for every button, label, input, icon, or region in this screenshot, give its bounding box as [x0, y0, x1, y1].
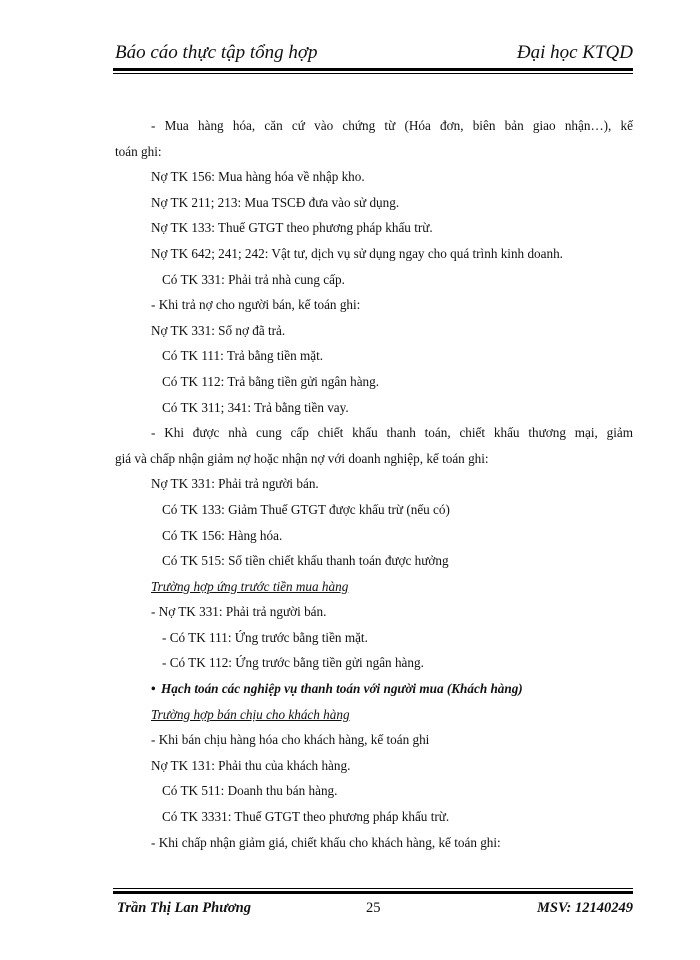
body-line-26: Nợ TK 131: Phải thu của khách hàng. [151, 757, 351, 773]
body-line-5: Nợ TK 133: Thuế GTGT theo phương pháp khấu trừ. [151, 220, 433, 236]
footer-rule-thin [113, 888, 633, 889]
page-body [115, 113, 633, 855]
header-university: Đại học KTQD [516, 42, 633, 63]
body-line-21: - Có TK 111: Ứng trước bằng tiền mặt. [162, 629, 368, 645]
header-rule-thick [113, 68, 633, 71]
body-line-22: - Có TK 112: Ứng trước bằng tiền gửi ngân hàng. [162, 655, 424, 671]
subheading-credit-sales: Trường hợp bán chịu cho khách hàng [151, 706, 350, 722]
body-line-11: Có TK 112: Trả bằng tiền gửi ngân hàng. [162, 373, 380, 389]
body-line-9: Nợ TK 331: Số nợ đã trả. [151, 322, 286, 338]
bullet-icon: • [151, 681, 156, 697]
body-line-12: Có TK 311; 341: Trả bằng tiền vay. [162, 399, 349, 415]
footer-author: Trần Thị Lan Phương [117, 900, 251, 916]
section-heading-text: Hạch toán các nghiệp vụ thanh toán với người mua (Khách hàng) [161, 681, 523, 697]
body-line-15: Nợ TK 331: Phải trả người bán. [151, 476, 319, 492]
body-line-6: Nợ TK 642; 241; 242: Vật tư, dịch vụ sử dụng ngay cho quá trình kinh doanh. [151, 245, 563, 261]
body-line-3: Nợ TK 156: Mua hàng hóa về nhập kho. [151, 169, 365, 185]
body-line-10: Có TK 111: Trả bằng tiền mặt. [162, 348, 324, 364]
body-line-25: - Khi bán chịu hàng hóa cho khách hàng, kế toán ghi [151, 732, 430, 748]
footer-page-number: 25 [366, 900, 381, 916]
body-line-4: Nợ TK 211; 213: Mua TSCĐ đưa vào sử dụng. [151, 194, 400, 210]
section-heading-buyer-accounting [115, 676, 633, 702]
body-line-29: - Khi chấp nhận giảm giá, chiết khấu cho khách hàng, kế toán ghi: [151, 834, 501, 850]
subheading-advance-payment: Trường hợp ứng trước tiền mua hàng [151, 578, 349, 594]
body-line-14: giá và chấp nhận giảm nợ hoặc nhận nợ với doanh nghiệp, kế toán ghi: [115, 450, 489, 466]
body-line-20: - Nợ TK 331: Phải trả người bán. [151, 604, 327, 620]
header-rule-thin [113, 73, 633, 74]
body-line-18: Có TK 515: Số tiền chiết khấu thanh toán được hưởng [162, 553, 449, 569]
body-line-27: Có TK 511: Doanh thu bán hàng. [162, 783, 338, 799]
header-report-title: Báo cáo thực tập tổng hợp [115, 42, 318, 63]
footer-rule-thick [113, 891, 633, 894]
body-line-8: - Khi trả nợ cho người bán, kế toán ghi: [151, 297, 361, 313]
body-line-2: toán ghi: [115, 143, 162, 159]
page-header [113, 38, 633, 68]
footer-student-id: MSV: 12140249 [536, 900, 633, 916]
body-line-1: - Mua hàng hóa, căn cứ vào chứng từ (Hóa đơn, biên bản giao nhận…), kế [151, 118, 633, 133]
body-line-17: Có TK 156: Hàng hóa. [162, 527, 283, 543]
body-line-28: Có TK 3331: Thuế GTGT theo phương pháp khấu trừ. [162, 809, 450, 825]
body-line-13: - Khi được nhà cung cấp chiết khấu thanh toán, chiết khấu thương mại, giảm [151, 425, 633, 441]
body-line-16: Có TK 133: Giảm Thuế GTGT được khấu trừ (nếu có) [162, 501, 450, 517]
body-line-7: Có TK 331: Phải trả nhà cung cấp. [162, 271, 345, 287]
